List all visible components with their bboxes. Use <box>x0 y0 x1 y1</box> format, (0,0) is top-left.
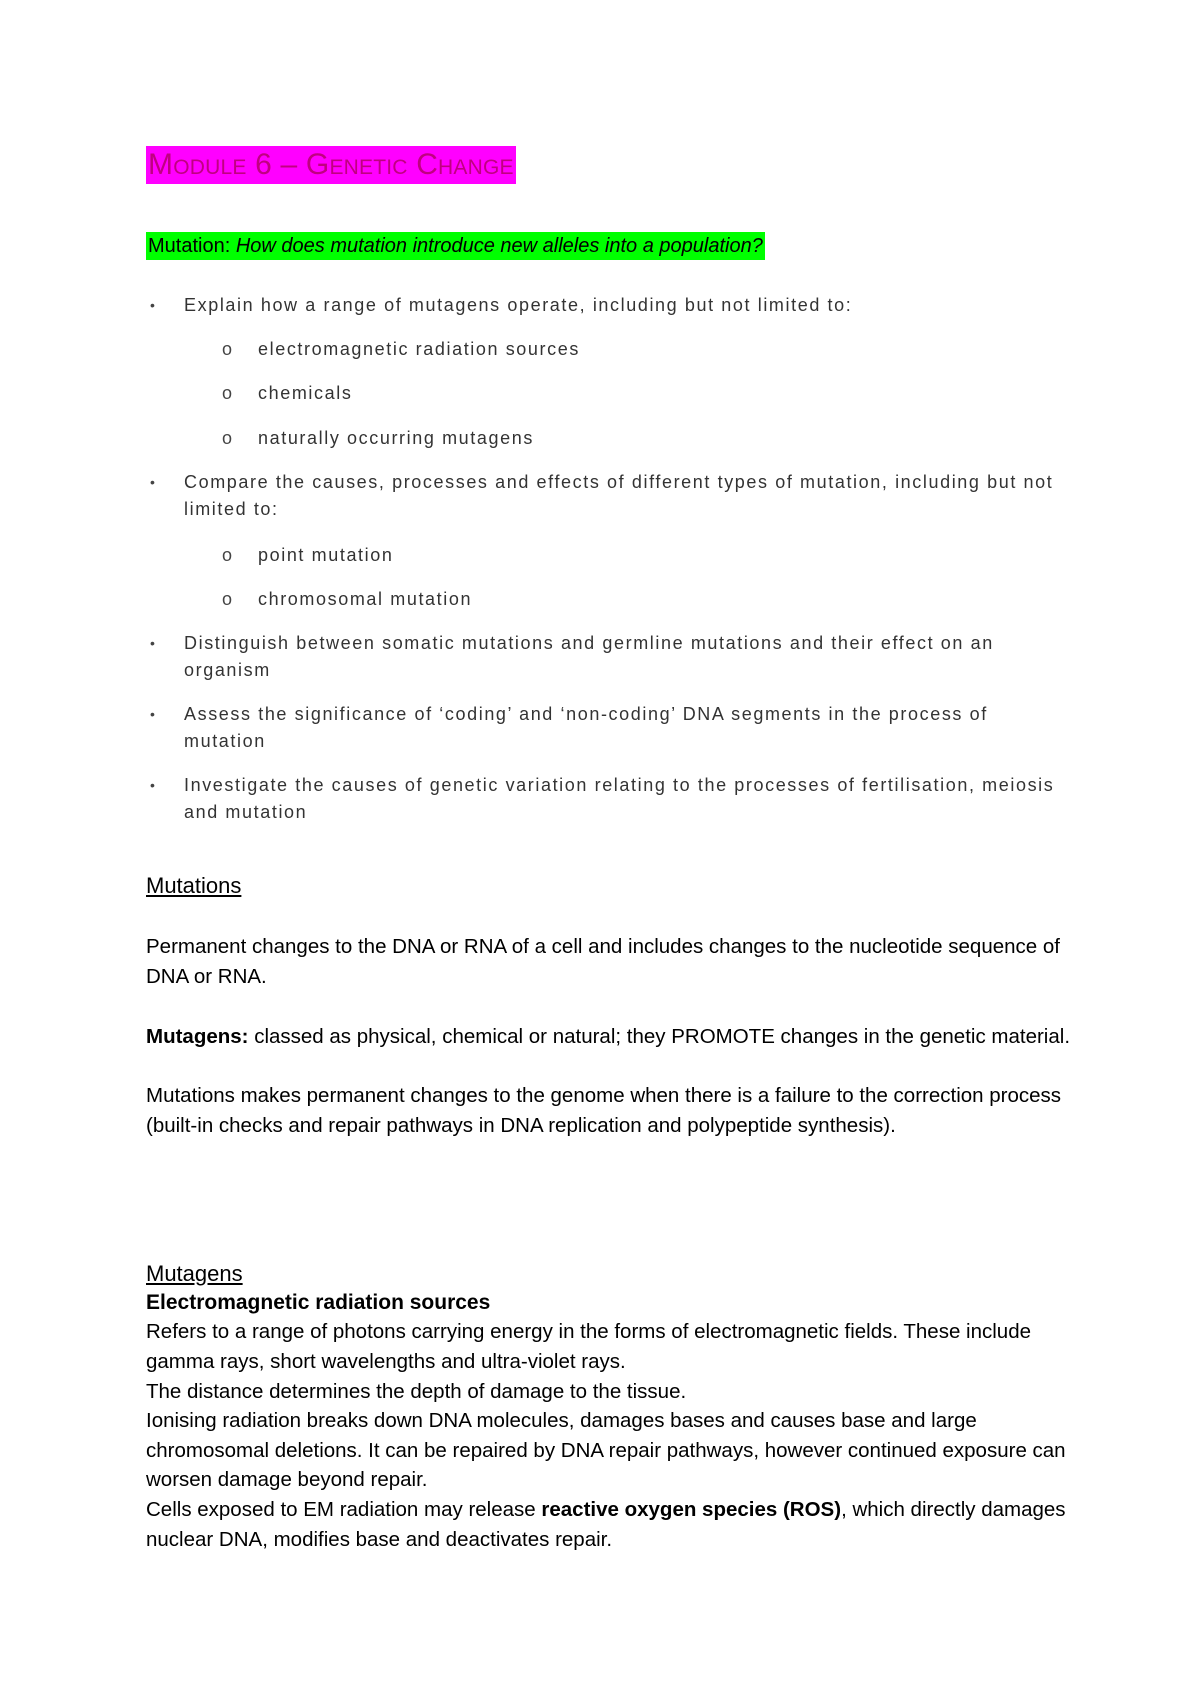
em-paragraph-1: Refers to a range of photons carrying energy in the forms of electromagnetic fields. These include gamma rays, short wavelengths and ultra-violet rays. <box>146 1320 1032 1373</box>
syllabus-subpoint: o point mutation <box>222 545 394 565</box>
syllabus-subpoint: o naturally occurring mutagens <box>222 428 534 448</box>
em-paragraph-4: Cells exposed to EM radiation may release reactive oxygen species (ROS), which directly damages nuclear DNA, modifies base and deactivates repair. <box>146 1498 1066 1551</box>
mutagens-heading: Mutagens <box>146 1261 243 1286</box>
inquiry-label: Mutation: <box>148 235 231 257</box>
inquiry-question <box>146 232 765 260</box>
mutagens-label: Mutagens: <box>146 1025 249 1048</box>
syllabus-subpoint: o chromosomal mutation <box>222 589 473 609</box>
mutations-definition: Permanent changes to the DNA or RNA of a cell and includes changes to the nucleotide sequence of DNA or RNA. <box>146 935 1060 988</box>
syllabus-point-5: • Investigate the causes of genetic variation relating to the processes of fertilisation, meiosis and mutation <box>150 775 1055 822</box>
syllabus-subpoint: o electromagnetic radiation sources <box>222 339 580 359</box>
syllabus-point-4: • Assess the significance of ‘coding’ and ‘non-coding’ DNA segments in the process of mutation <box>150 704 988 751</box>
mutations-heading: Mutations <box>146 873 242 898</box>
ros-term: reactive oxygen species (ROS) <box>541 1498 842 1521</box>
permanent-changes-text: Mutations makes permanent changes to the genome when there is a failure to the correction process (built-in checks and repair pathways in DNA replication and polypeptide synthesis). <box>146 1084 1062 1137</box>
syllabus-subpoint: o chemicals <box>222 383 353 403</box>
syllabus-point-2: • Compare the causes, processes and effects of different types of mutation, including but not limited to: <box>150 472 1054 519</box>
em-paragraph-2: The distance determines the depth of damage to the tissue. <box>146 1380 687 1403</box>
module-title: Module 6 – Genetic Change <box>146 146 516 184</box>
bullet-marker: • <box>150 297 157 313</box>
em-paragraph-3: Ionising radiation breaks down DNA molecules, damages bases and causes base and large chromosomal deletions. It can be repaired by DNA repair pathways, however continued exposure can worsen damage beyond repair. <box>146 1409 1066 1491</box>
inquiry-question-text: How does mutation introduce new alleles into a population? <box>235 235 763 257</box>
em-radiation-heading: Electromagnetic radiation sources <box>146 1291 491 1314</box>
syllabus-point-1: • Explain how a range of mutagens operate, including but not limited to: <box>184 292 1064 319</box>
syllabus-point-3: • Distinguish between somatic mutations and germline mutations and their effect on an organism <box>150 633 994 680</box>
mutagens-definition: Mutagens: classed as physical, chemical or natural; they PROMOTE changes in the genetic material. <box>146 1025 1071 1048</box>
